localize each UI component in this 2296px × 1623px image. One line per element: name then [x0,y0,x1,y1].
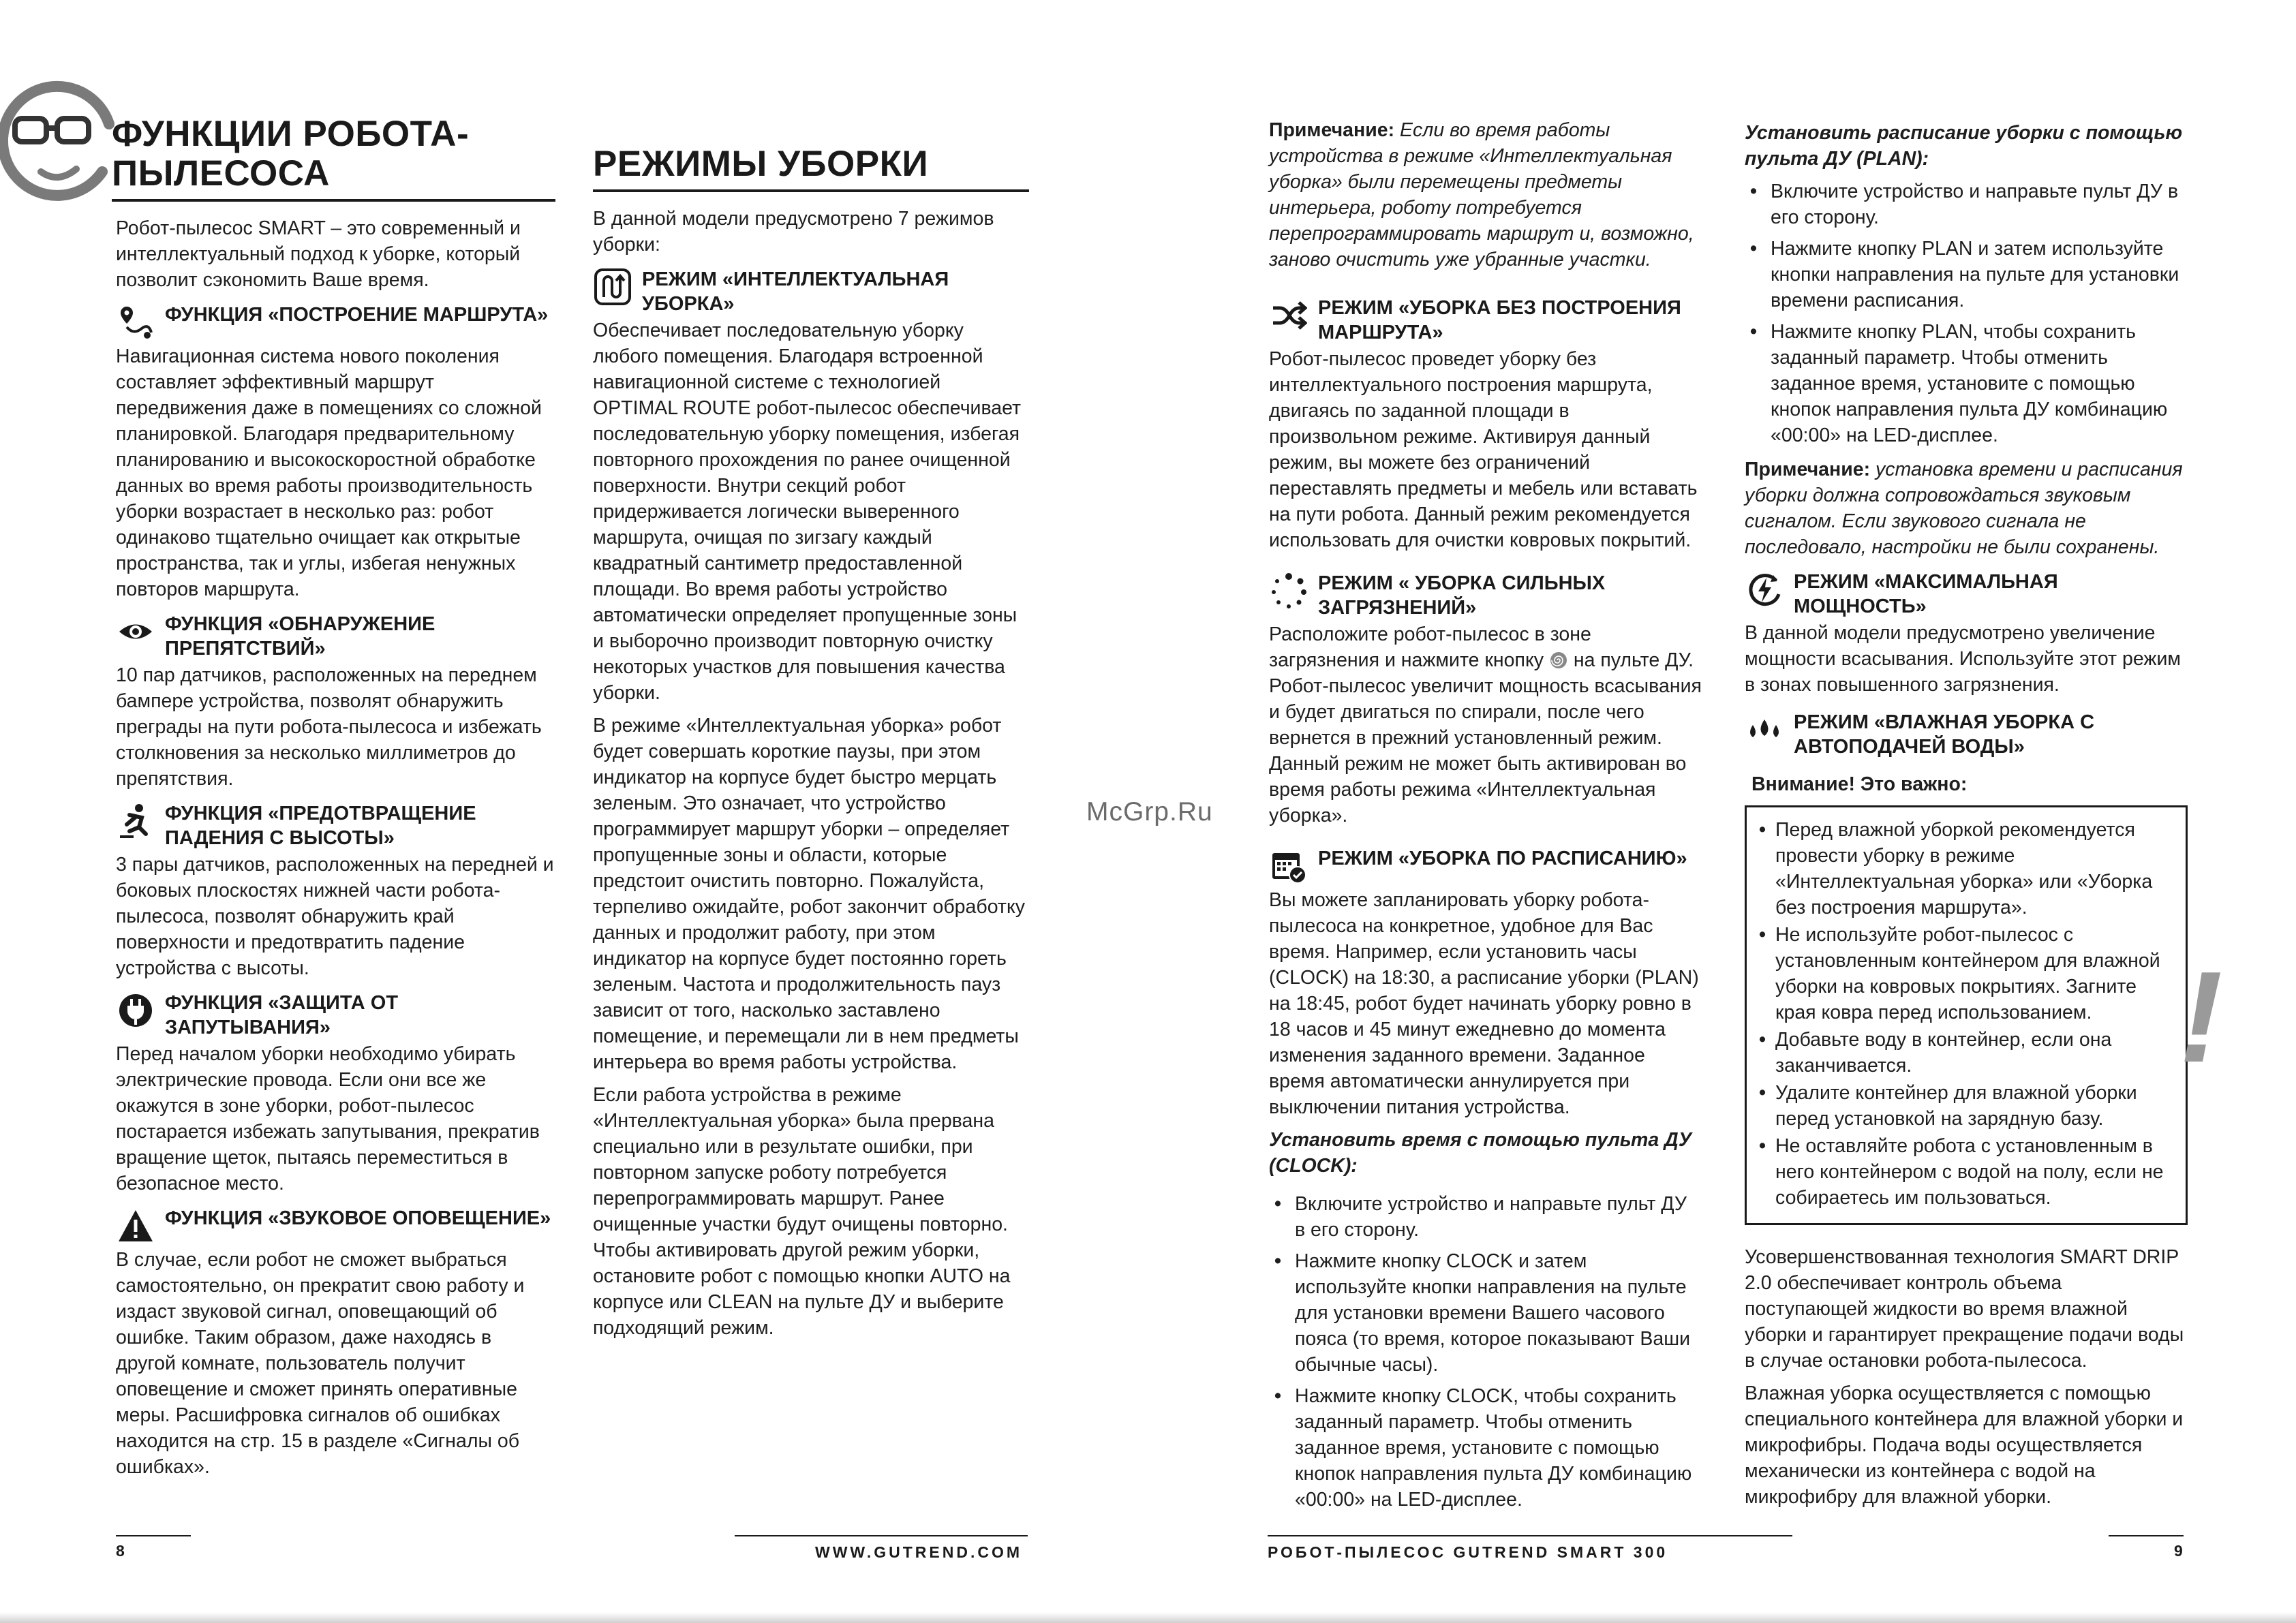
mode-schedule-title: РЕЖИМ «УБОРКА ПО РАСПИСАНИЮ» [1318,848,1687,869]
footer-rule-left-num [116,1535,191,1536]
right-column-1 [1269,117,1702,1521]
mode-spot-text-b: на пульте ДУ. Робот-пылесос увеличит мощность всасывания и будет двигаться по спирали, после чего вернется в прежний установленный режим. Данный режим не может быть активирован во время работы режима «Интеллектуальная уборка». [1269,649,1702,826]
power-bolt-icon [1745,570,1784,609]
wet-text-1: Усовершенствованная технология SMART DRIP 2.0 обеспечивает контроль объема поступающей жидкости во время влажной уборки и гарантирует прекращение подачи воды в случае остановки робота-пылесоса. [1745,1246,2184,1372]
feature-tangle [116,991,555,1040]
feature-sound-text: В случае, если робот не сможет выбраться самостоятельно, он прекратит свою работу и издаст звуковой сигнал, оповещающий об ошибке. Таким образом, даже находясь в другой комнате, пользователь получит оповещение и сможет принять оперативные меры. Расшифровка сигналов об ошибках находится на стр. 15 в разделе «Сигналы об ошибках». [116,1249,525,1478]
mode-intelligent-p3: Если работа устройства в режиме «Интеллектуальная уборка» была прервана специально или в результате ошибки, при повторном запуске роботу потребуется перепрограммировать маршрут. Ранее очищенные участки будут очищены повторно. Чтобы активировать другой режим уборки, остановите робот с помощью кнопки AUTO на корпусе или CLEAN на пульте ДУ и выберите подходящий режим. [593,1084,1011,1339]
functions-title-line2: ПЫЛЕСОСА [112,153,330,194]
feature-fall [116,801,555,850]
feature-tangle-title: ФУНКЦИЯ «ЗАЩИТА ОТ ЗАПУТЫВАНИЯ» [165,992,399,1038]
water-drops-icon [1745,710,1784,749]
plan-note [1745,457,2188,560]
feature-obstacles-text: 10 пар датчиков, расположенных на переднем бампере устройства, позволят обнаружить преграды на пути робота-пылесоса и избежать столкновения за несколько миллиметров до препятствия. [116,664,542,790]
feature-route-title: ФУНКЦИЯ «ПОСТРОЕНИЕ МАРШРУТА» [165,304,549,326]
clock-heading: Установить время с помощью пульта ДУ (CLOCK): [1269,1129,1692,1177]
attention-label: Внимание! Это важно: [1751,773,1968,795]
clock-step: • Нажмите кнопку CLOCK и затем используйте кнопки направления на пульте для установки времени Вашего часового пояса (то время, которое показывают Ваши обычные часы). [1269,1248,1702,1378]
footer-rule-right [1268,1535,1792,1536]
mode-schedule-text: Вы можете запланировать уборку робота-пылесоса на конкретное, удобное для Вас время. Например, если установить часы (CLOCK) на 18:30, а расписание уборки (PLAN) на 18:45, робот будет начинать уборку ровно в 18 часов и 45 минут ежедневно до момента изменения заданного времени. Заданное время автоматически аннулируется при выключении питания устройства. [1269,889,1699,1118]
feature-sound-title: ФУНКЦИЯ «ЗВУКОВОЕ ОПОВЕЩЕНИЕ» [165,1207,551,1229]
mode-intelligent-p2: В режиме «Интеллектуальная уборка» робот будет совершать короткие паузы, при этом индикатор на корпусе будет быстро мерцать зеленым. Это означает, что устройство программирует маршрут уборки – определяет пропущенные зоны и области, которые предстоит очистить повторно. Пожалуйста, терпеливо ожидайте, робот закончит обработку данных и продолжит работу, при этом индикатор на корпусе будет постоянно гореть зеленым. Частота и продолжительность пауз зависит от того, насколько заставлено помещение, и перемещали ли в нем предметы интерьера во время работы устройства. [593,715,1026,1073]
clock-steps [1269,1191,1702,1513]
mode-spot-text [1269,621,1702,829]
feature-fall-text: 3 пары датчиков, расположенных на передней и боковых плоскостях нижней части робота-пылесоса, позволят обнаружить край поверхности и предотвратить падение устройства с высоты. [116,854,554,979]
functions-column [112,114,555,1487]
clock-step: • Нажмите кнопку CLOCK, чтобы сохранить заданный параметр. Чтобы отменить заданное время, установите с помощью кнопок направления пульта ДУ комбинацию «00:00» на LED-дисплее. [1269,1383,1702,1513]
mode-intelligent-title: РЕЖИМ «ИНТЕЛЛЕКТУАЛЬНАЯ УБОРКА» [642,268,949,315]
plan-step: • Нажмите кнопку PLAN, чтобы сохранить заданный параметр. Чтобы отменить заданное время, установите с помощью кнопок направления пульта ДУ комбинацию «00:00» на LED-дисплее. [1745,319,2188,448]
footer-website: WWW.GUTREND.COM [815,1543,1023,1561]
mode-wet [1745,710,2188,759]
feature-obstacles-title: ФУНКЦИЯ «ОБНАРУЖЕНИЕ ПРЕПЯТСТВИЙ» [165,613,435,660]
mode-spot-text-a: Расположите робот-пылесос в зоне загрязнения и нажмите кнопку [1269,623,1591,671]
footer-product: РОБОТ-ПЫЛЕСОС GUTREND SMART 300 [1268,1543,1668,1561]
falling-person-icon [116,801,155,841]
mascot-face-icon [0,76,116,206]
plan-note-label: Примечание: [1745,459,1871,480]
intelligent-note-text: Если во время работы устройства в режиме «Интеллектуальная уборка» были перемещены предметы интерьера, роботу потребуется перепрограммировать маршрут и, возможно, заново очистить уже убранные участки. [1269,119,1694,270]
feature-route [116,303,555,342]
mode-random-text: Робот-пылесос проведет уборку без интеллектуального построения маршрута, двигаясь по заданной площади в произвольном режиме. Активируя данный режим, вы можете без ограничений переставлять предметы и мебель или вставать на пути робота. Данный режим рекомендуется использовать для очистки ковровых покрытий. [1269,348,1698,551]
feature-sound [116,1206,555,1246]
route-pin-icon [116,303,155,342]
plan-step: • Нажмите кнопку PLAN и затем используйте кнопки направления на пульте для установки времени расписания. [1745,236,2188,313]
mode-spot-title: РЕЖИМ « УБОРКА СИЛЬНЫХ ЗАГРЯЗНЕНИЙ» [1318,572,1606,619]
page-number-left: 8 [116,1542,125,1560]
plan-heading: Установить расписание уборки с помощью пульта ДУ (PLAN): [1745,122,2183,170]
plan-step: • Включите устройство и направьте пульт ДУ в его сторону. [1745,179,2188,230]
mode-max-power [1745,570,2188,619]
eye-icon [116,612,155,651]
mode-max-power-text: В данной модели предусмотрено увеличение мощности всасывания. Используйте этот режим в зонах повышенного загрязнения. [1745,622,2181,696]
warning-item: • Удалите контейнер для влажной уборки перед установкой на зарядную базу. [1758,1080,2175,1132]
warning-list [1758,817,2175,1211]
shuffle-icon [1269,296,1308,335]
modes-column [593,144,1029,1348]
mode-intelligent-p1: Обеспечивает последовательную уборку любого помещения. Благодаря встроенной навигационной системе с технологией OPTIMAL ROUTE робот-пылесос обеспечивает последовательную уборку помещения, избегая повторного прохождения по ранее очищенной поверхности. Внутри секций робот придерживается логически выверенного маршрута, очищая по зигзагу каждый квадратный сантиметр предоставленной площади. Во время работы устройство автоматически определяет пропущенные зоны и выборочно производит повторную очистку некоторых участков для повышения качества уборки. [593,320,1022,704]
intelligent-route-icon [593,267,632,307]
modes-title-block [593,144,1029,192]
warning-triangle-icon [116,1206,155,1246]
side-exclamation-mark: ! [2179,945,2223,1089]
intelligent-note [1269,117,1702,273]
mode-wet-title: РЕЖИМ «ВЛАЖНАЯ УБОРКА С АВТОПОДАЧЕЙ ВОДЫ» [1794,711,2095,758]
warning-item: • Не оставляйте робота с установленным в него контейнером с водой на полу, если не собираетесь им пользоваться. [1758,1133,2175,1211]
spiral-button-icon [1549,651,1568,670]
functions-title-block [112,114,555,202]
warning-box [1745,805,2188,1225]
mode-random-title: РЕЖИМ «УБОРКА БЕЗ ПОСТРОЕНИЯ МАРШРУТА» [1318,297,1681,343]
functions-title-line1: ФУНКЦИИ РОБОТА- [112,114,470,154]
footer-rule-left [735,1535,1028,1536]
feature-route-text: Навигационная система нового поколения составляет эффективный маршрут передвижения даже в помещениях со сложной планировкой. Благодаря предварительному планированию и высокоскоростной обработке данных во время работы производительность уборки возрастает в несколько раз: робот одинаково тщательно очищает как открытые пространства, так и углы, избегая ненужных повторов маршрута. [116,345,542,600]
spot-dots-icon [1269,571,1308,610]
feature-fall-title: ФУНКЦИЯ «ПРЕДОТВРАЩЕНИЕ ПАДЕНИЯ С ВЫСОТЫ» [165,803,476,849]
calendar-clock-icon [1269,846,1308,886]
footer-rule-right-num [2109,1535,2184,1536]
feature-tangle-text: Перед началом уборки необходимо убирать электрические провода. Если они все же окажутся в зоне уборки, робот-пылесос постарается избежать запутывания, прекратив вращение щеток, пытаясь переместиться в безопасное место. [116,1043,540,1194]
warning-item: • Не используйте робот-пылесос с установленным контейнером для влажной уборки на ковровых покрытиях. Загните края ковра перед использованием. [1758,922,2175,1025]
plug-icon [116,991,155,1030]
plan-steps [1745,179,2188,448]
functions-intro: Робот-пылесос SMART – это современный и интеллектуальный подход к уборке, который позволит сэкономить Ваше время. [116,217,521,291]
clock-step: • Включите устройство и направьте пульт ДУ в его сторону. [1269,1191,1702,1243]
modes-intro: В данной модели предусмотрено 7 режимов уборки: [593,208,994,256]
intelligent-note-label: Примечание: [1269,119,1395,141]
mode-spot [1269,571,1702,620]
plan-note-text: установка времени и расписания уборки должна сопровождаться звуковым сигналом. Если звукового сигнала не последовало, настройки не были сохранены. [1745,459,2183,558]
mode-schedule [1269,846,1702,886]
watermark: McGrp.Ru [1086,797,1213,826]
warning-item: • Перед влажной уборкой рекомендуется провести уборку в режиме «Интеллектуальная уборка» или «Уборка без построения маршрута». [1758,817,2175,921]
mode-intelligent [593,267,1029,316]
mode-max-power-title: РЕЖИМ «МАКСИМАЛЬНАЯ МОЩНОСТЬ» [1794,571,2058,617]
modes-title: РЕЖИМЫ УБОРКИ [593,144,929,184]
mode-random [1269,296,1702,345]
warning-item: • Добавьте воду в контейнер, если она заканчивается. [1758,1027,2175,1079]
page-number-right: 9 [2174,1542,2183,1560]
right-column-2 [1745,120,2188,1517]
bottom-edge-shadow [0,1612,2296,1623]
right-page [1148,0,2296,1623]
wet-text-2: Влажная уборка осуществляется с помощью специального контейнера для влажной уборки и микрофибры. Подача воды осуществляется механически из контейнера с водой на микрофибру для влажной уборки. [1745,1382,2184,1508]
feature-obstacles [116,612,555,661]
